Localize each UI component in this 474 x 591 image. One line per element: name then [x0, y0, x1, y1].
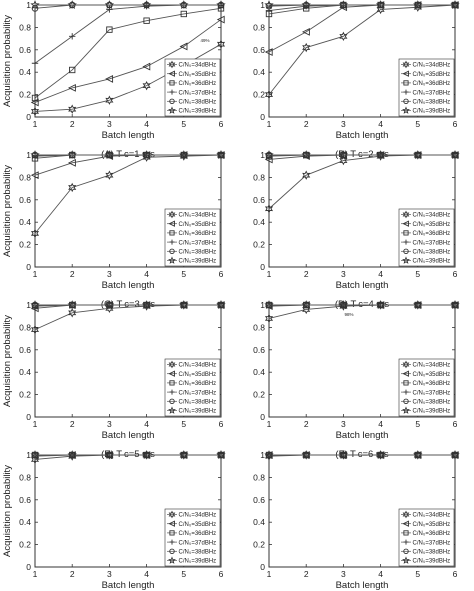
chart-panel-f: [253, 300, 458, 460]
legend: [399, 509, 454, 566]
y-tick-label: 0.8: [19, 22, 31, 33]
legend-entry: C/N₀=34dBHz: [412, 512, 451, 519]
chart-panel-e: [2, 300, 225, 460]
x-tick-label: 5: [181, 119, 187, 129]
y-axis-label: Acquisition probability: [2, 315, 13, 407]
plus-marker: [32, 60, 38, 66]
legend-entry: C/N₀=35dBHz: [412, 71, 451, 78]
legend: [399, 209, 454, 266]
legend-entry: C/N₀=36dBHz: [178, 81, 217, 88]
x-axis-label: Batch length: [101, 580, 155, 591]
y-tick-label: 0.2: [19, 239, 31, 250]
x-tick-label: 4: [144, 419, 149, 429]
y-tick-label: 0: [260, 412, 265, 422]
x-tick-label: 3: [341, 269, 346, 279]
x-tick-label: 4: [144, 569, 149, 579]
y-tick-label: 0.2: [253, 539, 265, 550]
y-tick-label: 0: [26, 112, 31, 122]
y-tick-label: 0.8: [253, 472, 265, 483]
panel-caption: (D) T c=4 ms: [334, 299, 390, 310]
legend-entry: C/N₀=35dBHz: [178, 371, 217, 378]
data-annotation: 49%: [200, 37, 210, 43]
legend-entry: C/N₀=37dBHz: [412, 540, 451, 547]
x-tick-label: 4: [378, 569, 383, 579]
chart-panel-h: [253, 450, 458, 591]
y-tick-label: 0.6: [19, 44, 31, 55]
legend-entry: C/N₀=35dBHz: [178, 71, 217, 78]
y-tick-label: 0.4: [19, 217, 31, 228]
legend-entry: C/N₀=37dBHz: [178, 390, 217, 397]
legend: [165, 209, 220, 266]
legend-entry: C/N₀=39dBHz: [178, 108, 217, 115]
y-tick-label: 0.2: [19, 89, 31, 100]
legend: [165, 59, 220, 116]
y-tick-label: 0.2: [253, 239, 265, 250]
legend-entry: C/N₀=37dBHz: [178, 90, 217, 97]
series-5: [32, 2, 224, 11]
legend-entry: C/N₀=39dBHz: [412, 558, 451, 565]
series-line: [269, 5, 455, 52]
x-tick-label: 1: [266, 119, 272, 129]
y-tick-label: 1: [26, 0, 31, 10]
x-tick-label: 3: [107, 269, 112, 279]
legend-entry: C/N₀=34dBHz: [178, 362, 217, 369]
series-1: [266, 151, 458, 212]
series-5: [266, 2, 458, 9]
chart-panel-b: [253, 0, 458, 160]
y-tick-label: 1: [26, 150, 31, 160]
x-tick-label: 2: [303, 119, 309, 129]
x-tick-label: 5: [181, 569, 187, 579]
legend-entry: C/N₀=39dBHz: [412, 108, 451, 115]
legend-entry: C/N₀=34dBHz: [178, 62, 217, 69]
x-tick-label: 3: [107, 119, 112, 129]
legend-entry: C/N₀=37dBHz: [412, 90, 451, 97]
y-tick-label: 0.6: [253, 194, 265, 205]
y-axis-label: Acquisition probability: [2, 465, 13, 557]
x-tick-label: 1: [32, 119, 38, 129]
legend-entry: C/N₀=38dBHz: [178, 99, 217, 106]
series-line: [35, 5, 221, 63]
x-tick-label: 1: [266, 419, 272, 429]
y-tick-label: 0.2: [19, 389, 31, 400]
legend-entry: C/N₀=37dBHz: [412, 240, 451, 247]
y-tick-label: 0.4: [253, 67, 265, 78]
x-tick-label: 1: [32, 569, 38, 579]
y-tick-label: 0.4: [253, 517, 265, 528]
chart-panel-g: [2, 450, 225, 591]
x-axis-label: Batch length: [101, 430, 155, 441]
y-tick-label: 0.4: [253, 217, 265, 228]
x-axis-label: Batch length: [335, 430, 389, 441]
legend-entry: C/N₀=35dBHz: [412, 521, 451, 528]
series-6: [32, 1, 225, 8]
panel-caption: (A) T c=1 ms: [101, 149, 155, 160]
x-tick-label: 1: [266, 269, 272, 279]
x-tick-label: 3: [341, 569, 346, 579]
data-annotation: 98%: [344, 312, 354, 318]
legend-entry: C/N₀=39dBHz: [412, 258, 451, 265]
legend: [165, 359, 220, 416]
y-tick-label: 0.8: [19, 322, 31, 333]
legend: [399, 59, 454, 116]
y-tick-label: 1: [260, 300, 265, 310]
legend-entry: C/N₀=38dBHz: [178, 549, 217, 556]
x-tick-label: 4: [144, 119, 149, 129]
legend-entry: C/N₀=38dBHz: [412, 399, 451, 406]
legend-entry: C/N₀=35dBHz: [412, 371, 451, 378]
y-tick-label: 0.6: [253, 44, 265, 55]
x-tick-label: 5: [181, 269, 187, 279]
x-tick-label: 5: [415, 269, 421, 279]
y-tick-label: 0.4: [253, 367, 265, 378]
panel-caption: (E) T c=5 ms: [101, 449, 155, 460]
series-3: [266, 2, 457, 16]
legend-entry: C/N₀=38dBHz: [178, 249, 217, 256]
x-axis-label: Batch length: [101, 130, 155, 141]
x-tick-label: 3: [341, 419, 346, 429]
y-tick-label: 0.2: [19, 539, 31, 550]
legend-entry: C/N₀=37dBHz: [178, 540, 217, 547]
series-4: [266, 2, 458, 14]
x-tick-label: 5: [415, 119, 421, 129]
x-tick-label: 5: [415, 419, 421, 429]
x-tick-label: 3: [107, 569, 112, 579]
legend-entry: C/N₀=37dBHz: [178, 240, 217, 247]
x-tick-label: 4: [144, 269, 149, 279]
y-tick-label: 0.8: [253, 22, 265, 33]
legend-entry: C/N₀=37dBHz: [412, 390, 451, 397]
x-tick-label: 2: [303, 419, 309, 429]
legend-entry: C/N₀=36dBHz: [178, 231, 217, 238]
y-axis-label: Acquisition probability: [2, 15, 13, 107]
y-tick-label: 0: [260, 112, 265, 122]
panel-caption: (B) T c=2 ms: [335, 149, 389, 160]
legend-entry: C/N₀=35dBHz: [412, 221, 451, 228]
x-tick-label: 6: [218, 119, 224, 129]
x-tick-label: 2: [69, 269, 75, 279]
series-4: [32, 2, 224, 67]
y-tick-label: 0.6: [19, 494, 31, 505]
x-tick-label: 6: [218, 269, 224, 279]
x-tick-label: 5: [181, 419, 187, 429]
y-tick-label: 1: [260, 450, 265, 460]
x-tick-label: 2: [303, 269, 309, 279]
y-tick-label: 0: [260, 562, 265, 572]
chart-panel-a: [2, 0, 225, 160]
y-tick-label: 0: [26, 262, 31, 272]
x-tick-label: 6: [452, 569, 458, 579]
legend-entry: C/N₀=34dBHz: [412, 362, 451, 369]
y-tick-label: 0.8: [253, 172, 265, 183]
x-tick-label: 4: [378, 119, 383, 129]
legend-entry: C/N₀=36dBHz: [412, 531, 451, 538]
x-axis-label: Batch length: [335, 130, 389, 141]
x-tick-label: 1: [32, 269, 38, 279]
y-tick-label: 1: [260, 150, 265, 160]
chart-panel-c: [2, 150, 225, 310]
x-tick-label: 2: [69, 569, 75, 579]
legend-entry: C/N₀=34dBHz: [412, 212, 451, 219]
x-tick-label: 6: [218, 419, 224, 429]
legend-entry: C/N₀=38dBHz: [178, 399, 217, 406]
panel-caption: (F) T c=6 ms: [335, 449, 389, 460]
x-tick-label: 1: [266, 569, 272, 579]
y-tick-label: 0: [26, 412, 31, 422]
x-axis-label: Batch length: [101, 280, 155, 291]
x-tick-label: 3: [341, 119, 346, 129]
x-tick-label: 6: [452, 419, 458, 429]
x-tick-label: 2: [69, 119, 75, 129]
y-tick-label: 0.6: [253, 344, 265, 355]
plus-marker: [69, 33, 75, 39]
x-tick-label: 6: [218, 569, 224, 579]
legend-entry: C/N₀=36dBHz: [412, 381, 451, 388]
y-tick-label: 0.8: [19, 472, 31, 483]
y-axis-label: Acquisition probability: [2, 165, 13, 257]
y-tick-label: 0.2: [253, 389, 265, 400]
legend-entry: C/N₀=36dBHz: [178, 531, 217, 538]
y-tick-label: 0.4: [19, 367, 31, 378]
y-tick-label: 0.2: [253, 89, 265, 100]
y-tick-label: 0.8: [19, 172, 31, 183]
legend-entry: C/N₀=35dBHz: [178, 521, 217, 528]
legend-entry: C/N₀=36dBHz: [412, 231, 451, 238]
legend-entry: C/N₀=39dBHz: [178, 558, 217, 565]
y-tick-label: 0.6: [19, 344, 31, 355]
legend-entry: C/N₀=34dBHz: [178, 512, 217, 519]
legend-entry: C/N₀=36dBHz: [178, 381, 217, 388]
legend: [399, 359, 454, 416]
legend-entry: C/N₀=38dBHz: [412, 99, 451, 106]
x-tick-label: 1: [32, 419, 38, 429]
x-tick-label: 3: [107, 419, 112, 429]
y-tick-label: 1: [26, 300, 31, 310]
x-axis-label: Batch length: [335, 580, 389, 591]
legend-entry: C/N₀=35dBHz: [178, 221, 217, 228]
legend-entry: C/N₀=38dBHz: [412, 249, 451, 256]
x-tick-label: 2: [69, 419, 75, 429]
legend-entry: C/N₀=34dBHz: [178, 212, 217, 219]
x-axis-label: Batch length: [335, 280, 389, 291]
y-tick-label: 0: [260, 262, 265, 272]
y-tick-label: 1: [260, 0, 265, 10]
legend-entry: C/N₀=38dBHz: [412, 549, 451, 556]
legend-entry: C/N₀=34dBHz: [412, 62, 451, 69]
y-tick-label: 1: [26, 450, 31, 460]
y-tick-label: 0.8: [253, 322, 265, 333]
y-tick-label: 0.4: [19, 517, 31, 528]
y-tick-label: 0.6: [253, 494, 265, 505]
legend-entry: C/N₀=39dBHz: [412, 408, 451, 415]
y-tick-label: 0.6: [19, 194, 31, 205]
x-tick-label: 4: [378, 269, 383, 279]
legend-entry: C/N₀=36dBHz: [412, 81, 451, 88]
x-tick-label: 5: [415, 569, 421, 579]
chart-panel-d: [253, 150, 458, 310]
x-tick-label: 6: [452, 269, 458, 279]
legend: [165, 509, 220, 566]
x-tick-label: 4: [378, 419, 383, 429]
series-line: [269, 155, 455, 209]
y-tick-label: 0.4: [19, 67, 31, 78]
panel-caption: (C) T c=3 ms: [100, 299, 156, 310]
x-tick-label: 6: [452, 119, 458, 129]
y-tick-label: 0: [26, 562, 31, 572]
x-tick-label: 2: [303, 569, 309, 579]
legend-entry: C/N₀=39dBHz: [178, 408, 217, 415]
legend-entry: C/N₀=39dBHz: [178, 258, 217, 265]
